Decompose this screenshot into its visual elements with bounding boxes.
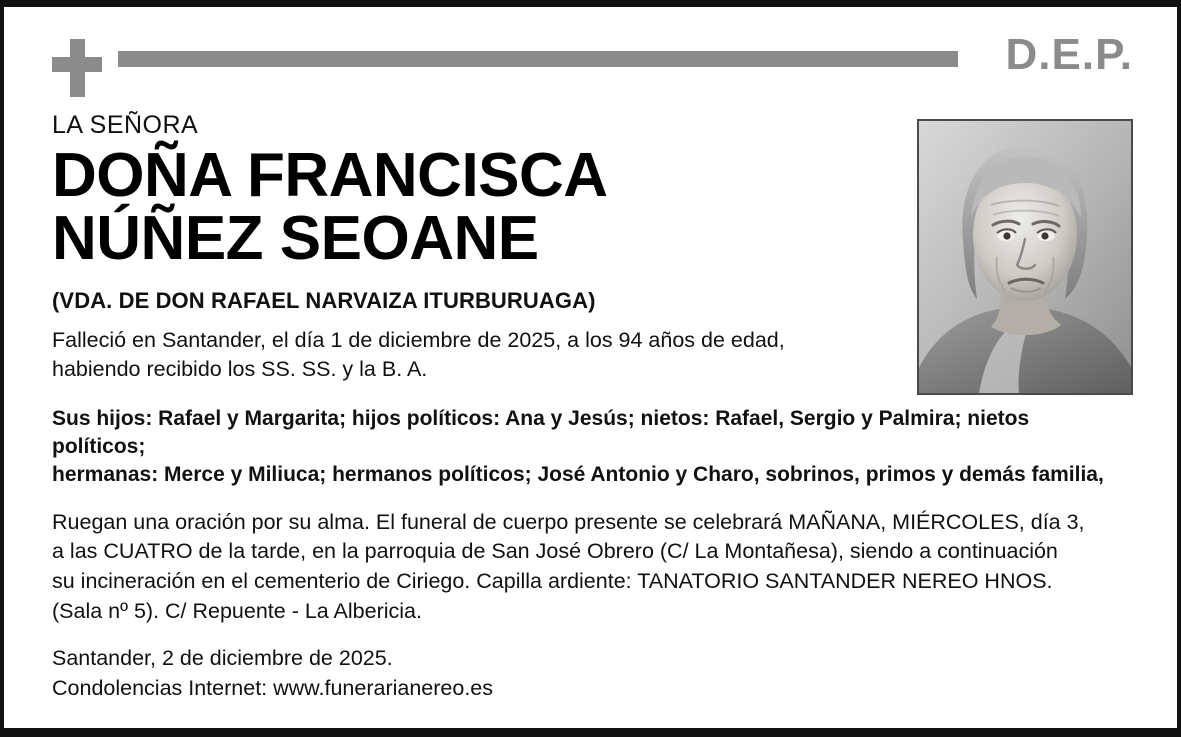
funeral-details-line-3: su incineración en el cementerio de Ciriego. Capilla ardiente: TANATORIO SANTANDER NEREO HNOS. [52,568,1053,593]
death-info [52,326,882,384]
notice-inner [4,7,1177,728]
text-column [52,111,882,385]
pretitle: LA SEÑORA [52,111,199,139]
notice-body [52,111,1133,703]
portrait-photo [917,119,1133,395]
deceased-name-line-2: NÚÑEZ SEOANE [52,204,539,274]
dep-label: D.E.P. [1005,30,1133,79]
deceased-name-line-1: DOÑA FRANCISCA [52,141,608,210]
death-info-line-2: habiendo recibido los SS. SS. y la B. A. [52,357,428,382]
funeral-details-line-4: (Sala nº 5). C/ Repuente - La Albericia. [52,598,422,623]
death-info-line-1: Falleció en Santander, el día 1 de diciembre de 2025, a los 94 años de edad, [52,328,785,353]
header-rule [118,51,958,67]
family-list-line-2: hermanas: Merce y Miliuca; hermanos políticos; José Antonio y Charo, sobrinos, primos y demás familia, [52,463,1104,487]
funeral-details-line-1: Ruegan una oración por su alma. El funeral de cuerpo presente se celebrará MAÑANA, MIÉRCOLES, día 3, [52,509,1085,534]
funeral-details-line-2: a las CUATRO de la tarde, en la parroquia de San José Obrero (C/ La Montañesa), siendo a continuación [52,539,1058,564]
deceased-name [52,141,882,274]
family-list [52,405,1122,490]
cross-icon [52,39,102,97]
portrait-illustration [919,121,1131,393]
notice-header [52,29,1133,103]
widow-line: (VDA. DE DON RAFAEL NARVAIZA ITURBURUAGA) [52,288,596,314]
cross-horizontal-bar [52,57,102,72]
closing-location-date: Santander, 2 de diciembre de 2025. [52,646,393,671]
closing-info [52,644,1133,703]
funeral-details [52,508,1122,627]
condolences-url: Condolencias Internet: www.funerarianereo.es [52,675,494,700]
family-list-line-1: Sus hijos: Rafael y Margarita; hijos políticos: Ana y Jesús; nietos: Rafael, Sergio y Palmira; nietos políticos; [52,406,1030,458]
